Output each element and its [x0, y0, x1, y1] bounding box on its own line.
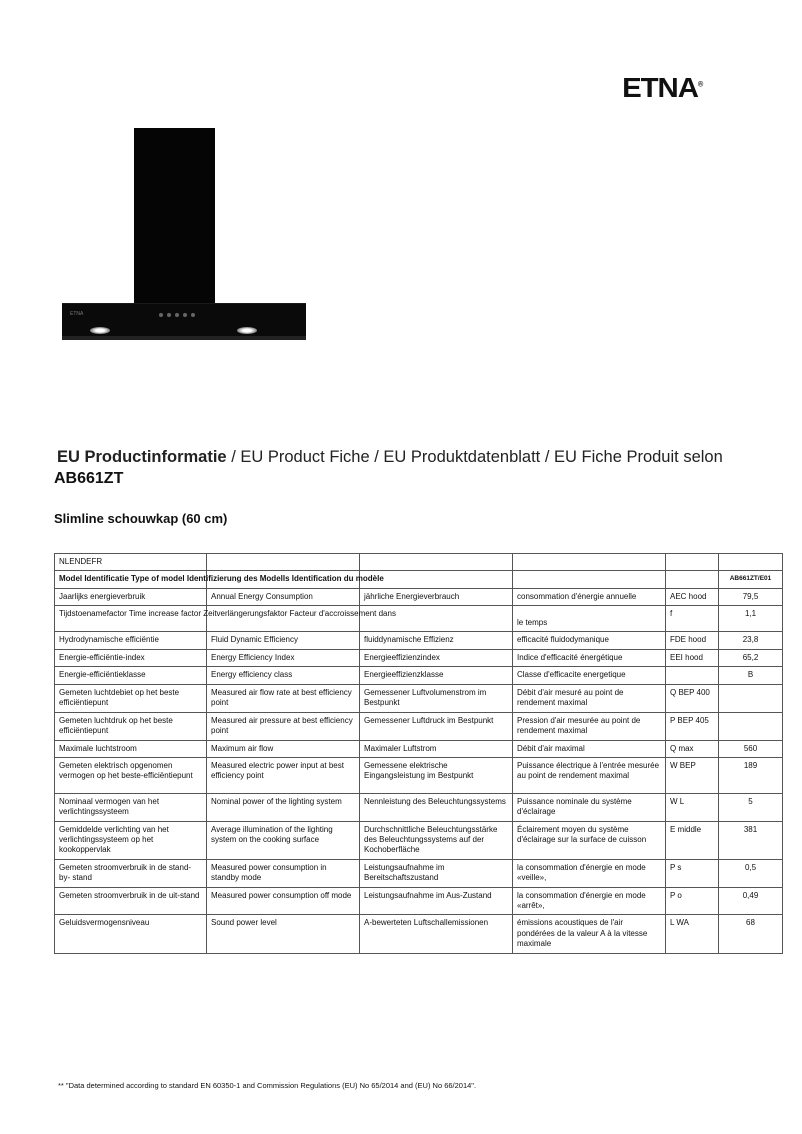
hood-chimney [134, 128, 215, 306]
cell-value: 23,8 [719, 632, 783, 649]
cell-fr: la consommation d'énergie en mode «arrêt», [513, 887, 666, 915]
hood-canopy [62, 304, 306, 340]
language-header: NLENDEFR [55, 554, 207, 571]
hood-lamp [90, 327, 110, 334]
cell-en: Energy Efficiency Index [207, 649, 360, 666]
cell-value [719, 712, 783, 740]
table-row [55, 712, 783, 740]
cell-symbol: f [666, 606, 719, 632]
hood-button [175, 313, 179, 317]
page-title [57, 448, 723, 467]
cell-fr: Éclairement moyen du système d'éclairage sur la surface de cuisson [513, 821, 666, 859]
hood-lamp [237, 327, 257, 334]
cell-value: 79,5 [719, 588, 783, 605]
table-row [55, 666, 783, 684]
cell-de: fluiddynamische Effizienz [360, 632, 513, 649]
cell-fr: Classe d'efficacite energetique [513, 666, 666, 684]
cell-de: Energieeffizienzklasse [360, 666, 513, 684]
cell-de: Nennleistung des Beleuchtungssystems [360, 793, 513, 821]
cell-fr: le temps [513, 606, 666, 632]
cell-de: A-bewerteten Luftschallemissionen [360, 915, 513, 953]
cell-value [719, 684, 783, 712]
cell-de: Energieeffizienzindex [360, 649, 513, 666]
cell-nl: Energie-efficiëntieklasse [55, 666, 207, 684]
cell-value: 0,49 [719, 887, 783, 915]
cell-nl: Gemiddelde verlichting van het verlichtingssysteem op het kookoppervlak [55, 821, 207, 859]
logo-text: ETNA [622, 72, 698, 103]
cell-symbol: P o [666, 887, 719, 915]
cell-fr: Débit d'air maximal [513, 740, 666, 757]
cell-value: 5 [719, 793, 783, 821]
model-identification-value: AB661ZT/E01 [719, 571, 783, 588]
footnote: ** "Data determined according to standard EN 60350-1 and Commission Regulations (EU) No 65/2014 and (EU) No 66/2014". [58, 1081, 477, 1090]
cell-value: B [719, 666, 783, 684]
cell-symbol: W BEP [666, 757, 719, 793]
cell-symbol: EEI hood [666, 649, 719, 666]
cell-symbol: Q BEP 400 [666, 684, 719, 712]
cell-value: 65,2 [719, 649, 783, 666]
cell-en: Measured electric power input at best efficiency point [207, 757, 360, 793]
cell-fr: Pression d'air mesurée au point de rendement maximal [513, 712, 666, 740]
cell-fr: consommation d'énergie annuelle [513, 588, 666, 605]
table-row [55, 588, 783, 605]
table-row [55, 632, 783, 649]
cell-en: Nominal power of the lighting system [207, 793, 360, 821]
cell-en: Measured air flow rate at best efficiency point [207, 684, 360, 712]
cell-symbol: W L [666, 793, 719, 821]
cell-nl: Gemeten luchtdebiet op het beste efficiëntiepunt [55, 684, 207, 712]
cell-value: 0,5 [719, 859, 783, 887]
time-increase-row [55, 606, 783, 632]
cell-value: 189 [719, 757, 783, 793]
cell-en: Average illumination of the lighting system on the cooking surface [207, 821, 360, 859]
time-increase-label: Tijdstoenamefactor Time increase factor Zeitverlängerungsfaktor Facteur d'accroissement dans [55, 606, 207, 632]
cell-nl: Geluidsvermogensniveau [55, 915, 207, 953]
cell-nl: Gemeten luchtdruk op het beste efficiëntiepunt [55, 712, 207, 740]
cell-fr: émissions acoustiques de l'air pondérées de la valeur A à la vitesse maximale [513, 915, 666, 953]
cell-symbol: P BEP 405 [666, 712, 719, 740]
cell-fr: la consommation d'énergie en mode «veille», [513, 859, 666, 887]
cell-de: Durchschnittliche Beleuchtungsstärke des Beleuchtungssystems auf der Kochoberfläche [360, 821, 513, 859]
cell-nl: Nominaal vermogen van het verlichtingssysteem [55, 793, 207, 821]
cell-de: Leistungsaufnahme im Bereitschaftszustand [360, 859, 513, 887]
cell-en: Maximum air flow [207, 740, 360, 757]
cell-en: Fluid Dynamic Efficiency [207, 632, 360, 649]
cell-nl: Gemeten stroomverbruik in de stand-by- stand [55, 859, 207, 887]
cell-nl: Energie-efficiëntie-index [55, 649, 207, 666]
model-identification-row [55, 571, 783, 588]
hood-button [183, 313, 187, 317]
product-subtitle: Slimline schouwkap (60 cm) [54, 511, 228, 526]
table-row [55, 915, 783, 953]
table-row [55, 740, 783, 757]
cell-en: Measured air pressure at best efficiency point [207, 712, 360, 740]
cell-nl: Jaarlijks energieverbruik [55, 588, 207, 605]
cell-symbol: P s [666, 859, 719, 887]
cell-en: Energy efficiency class [207, 666, 360, 684]
cell-de: Gemessener Luftvolumenstrom im Bestpunkt [360, 684, 513, 712]
table-row [55, 649, 783, 666]
title-other-languages: / EU Product Fiche / EU Produktdatenblatt / EU Fiche Produit selon [226, 448, 723, 466]
cell-en: Measured power consumption off mode [207, 887, 360, 915]
cell-de: Gemessener Luftdruck im Bestpunkt [360, 712, 513, 740]
table-row [55, 757, 783, 793]
cell-en: Sound power level [207, 915, 360, 953]
cell-nl: Hydrodynamische efficiëntie [55, 632, 207, 649]
cell-fr: Puissance nominale du système d'éclairage [513, 793, 666, 821]
hood-button [191, 313, 195, 317]
table-row [55, 684, 783, 712]
table-row [55, 793, 783, 821]
cell-fr: Indice d'efficacité énergétique [513, 649, 666, 666]
registered-mark: ® [697, 81, 703, 89]
product-fiche-table [54, 553, 783, 954]
cell-de: Maximaler Luftstrom [360, 740, 513, 757]
cell-value: 560 [719, 740, 783, 757]
cell-de: Gemessene elektrische Eingangsleistung im Bestpunkt [360, 757, 513, 793]
cell-value: 381 [719, 821, 783, 859]
cell-fr: efficacité fluidodymanique [513, 632, 666, 649]
cell-fr: Puissance électrique à l'entrée mesurée au point de rendement maximal [513, 757, 666, 793]
cell-fr: Débit d'air mesuré au point de rendement maximal [513, 684, 666, 712]
cell-de: Leistungsaufnahme im Aus-Zustand [360, 887, 513, 915]
etna-logo [622, 72, 702, 104]
table-row [55, 859, 783, 887]
table-row [55, 887, 783, 915]
cell-symbol: L WA [666, 915, 719, 953]
hood-brand-text: ETNA [70, 311, 84, 317]
cell-en: Annual Energy Consumption [207, 588, 360, 605]
cell-symbol [666, 666, 719, 684]
hood-button [167, 313, 171, 317]
table-row [55, 821, 783, 859]
cell-nl: Gemeten stroomverbruik in de uit-stand [55, 887, 207, 915]
cell-symbol: FDE hood [666, 632, 719, 649]
cell-symbol: E middle [666, 821, 719, 859]
table-header-row [55, 554, 783, 571]
cell-en: Measured power consumption in standby mode [207, 859, 360, 887]
cell-symbol: Q max [666, 740, 719, 757]
title-nl: EU Productinformatie [57, 448, 227, 466]
cell-nl: Gemeten elektrisch opgenomen vermogen op het beste-efficiëntiepunt [55, 757, 207, 793]
cell-value: 68 [719, 915, 783, 953]
model-identification-label: Model Identificatie Type of model Identifizierung des Modells Identification du modèle [55, 571, 207, 588]
cell-de: jährliche Energieverbrauch [360, 588, 513, 605]
cell-nl: Maximale luchtstroom [55, 740, 207, 757]
model-number: AB661ZT [54, 470, 124, 487]
hood-button [159, 313, 163, 317]
cell-symbol: AEC hood [666, 588, 719, 605]
cell-value: 1,1 [719, 606, 783, 632]
